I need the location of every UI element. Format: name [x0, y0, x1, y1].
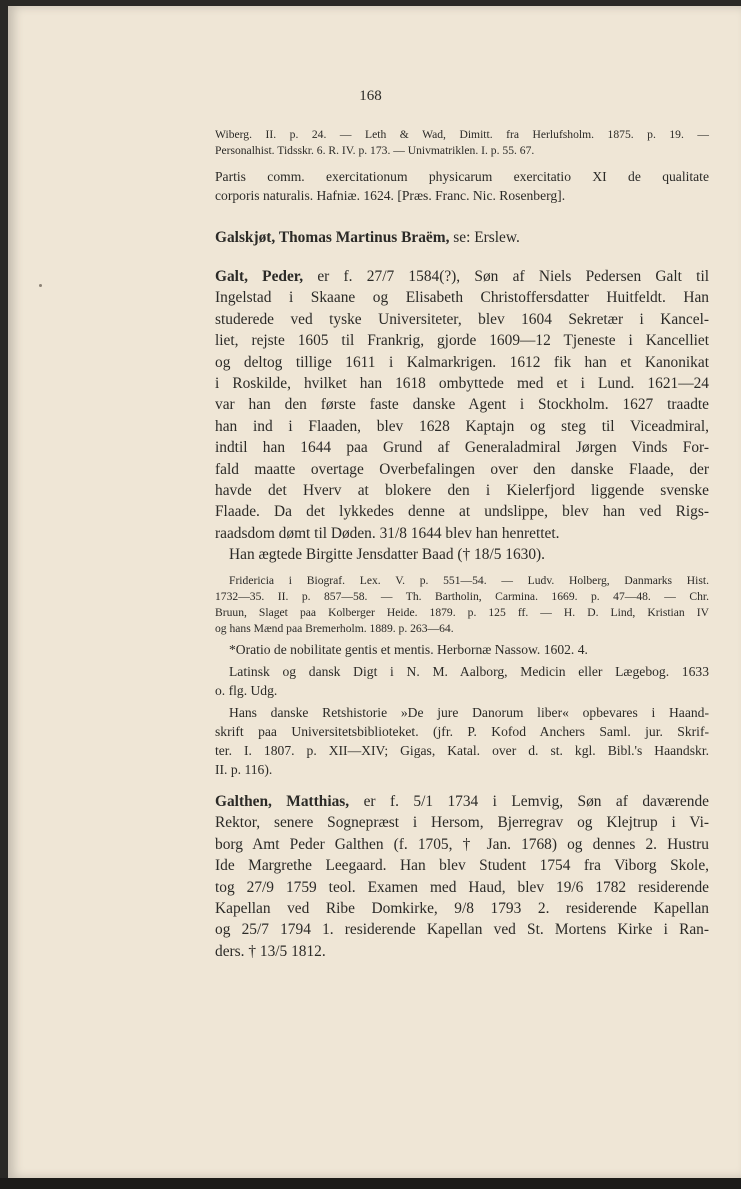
entry-line: Ingelstad i Skaane og Elisabeth Christoffersdatter Huitfeldt. Han: [215, 289, 709, 307]
reference-line: Bruun, Slaget paa Kolberger Heide. 1879. p. 125 ff. — H. D. Lind, Kristian IV: [215, 606, 709, 619]
work-line: corporis naturalis. Hafniæ. 1624. [Præs. Franc. Nic. Rosenberg].: [215, 188, 566, 203]
page-number: 168: [359, 88, 382, 104]
entry-line: fald maatte overtage Overbefalingen over den danske Flaade, der: [215, 460, 709, 478]
entry-line: borg Amt Peder Galthen (f. 1705, † Jan. 1768) og dennes 2. Hustru: [215, 835, 709, 853]
entry-line: Rektor, senere Sognepræst i Hersom, Bjerregrav og Klejtrup i Vi-: [215, 814, 709, 832]
entry-text: er f. 5/1 1734 i Lemvig, Søn af daværende: [349, 793, 709, 810]
entry-line: havde det Hverv at blokere den i Kielerfjord liggende svenske: [215, 482, 709, 500]
reference-line: 1732—35. II. p. 857—58. — Th. Bartholin, Carmina. 1669. p. 47—48. — Chr.: [215, 590, 709, 603]
work-line: Latinsk og dansk Digt i N. M. Aalborg, Medicin eller Lægebog. 1633: [229, 664, 709, 679]
cross-reference: se: Erslew.: [449, 229, 520, 246]
entry-line: var han den første faste danske Agent i Stockholm. 1627 traadte: [215, 396, 709, 414]
entry-galt: [215, 266, 709, 566]
scan-edge: [0, 1178, 741, 1189]
entry-headword: Galthen, Matthias,: [215, 793, 350, 810]
entry-line: og 25/7 1794 1. residerende Kapellan ved St. Mortens Kirke i Ran-: [215, 921, 709, 939]
galt-works: [215, 640, 709, 779]
entry-line: han ind i Flaaden, blev 1628 Kaptajn og steg til Viceadmiral,: [215, 417, 709, 435]
entry-text: er f. 27/7 1584(?), Søn af Niels Pedersen Galt til: [303, 268, 709, 285]
reference-line: Wiberg. II. p. 24. — Leth & Wad, Dimitt. fra Herlufsholm. 1875. p. 19. —: [215, 128, 709, 141]
entry-line: i Roskilde, hvilket han 1618 ombyttede med et i Lund. 1621—24: [215, 375, 709, 393]
work-line: Hans danske Retshistorie »De jure Danorum liber« opbevares i Haand-: [229, 705, 709, 720]
entry-galskjot: [215, 227, 709, 248]
entry-line: studerede ved tyske Universiteter, blev 1604 Sekretær i Kancel-: [215, 310, 709, 328]
entry-line: tog 27/9 1759 teol. Examen med Haud, blev 19/6 1782 residerende: [215, 878, 709, 896]
work-line: II. p. 116).: [215, 762, 273, 777]
entry-line: Ide Margrethe Leegaard. Han blev Student 1754 fra Viborg Skole,: [215, 857, 709, 875]
work-line: skrift paa Universitetsbiblioteket. (jfr. P. Kofod Anchers Saml. jur. Skrif-: [215, 724, 709, 739]
entry-line: raadsdom dømt til Døden. 31/8 1644 blev han henrettet.: [215, 524, 560, 542]
partis-work: [215, 167, 709, 205]
entry-line: og deltog tillige 1611 i Kalmarkrigen. 1612 fik han et Kanonikat: [215, 353, 709, 371]
work-line: ter. I. 1807. p. XII—XIV; Gigas, Katal. over d. st. kgl. Bibl.'s Haandskr.: [215, 743, 709, 758]
entry-galthen: [215, 791, 709, 962]
work-line: o. flg. Udg.: [215, 683, 278, 698]
entry-line: Han ægtede Birgitte Jensdatter Baad († 18/5 1630).: [229, 546, 546, 564]
entry-line: ders. † 13/5 1812.: [215, 942, 326, 960]
reference-line: Personalhist. Tidsskr. 6. R. IV. p. 173. — Univmatriklen. I. p. 55. 67.: [215, 144, 535, 157]
entry-line: indtil han 1644 paa Grund af Generaladmiral Jørgen Vinds For-: [215, 439, 709, 457]
entry-headword: Galskjøt, Thomas Martinus Braëm,: [215, 229, 450, 246]
wiberg-reference: [215, 127, 709, 159]
entry-line: liet, rejste 1605 til Frankrig, gjorde 1609—12 Tjeneste i Kancelliet: [215, 332, 709, 350]
entry-headword: Galt, Peder,: [215, 268, 304, 285]
galt-references: [215, 573, 709, 637]
paper-speck: [39, 284, 42, 287]
reference-line: og hans Mænd paa Bremerholm. 1889. p. 263—64.: [215, 622, 454, 635]
entry-line: Flaade. Da det lykkedes denne at undslippe, blev han ved Rigs-: [215, 503, 709, 521]
entry-line: Kapellan ved Ribe Domkirke, 9/8 1793 2. residerende Kapellan: [215, 900, 709, 918]
reference-line: Fridericia i Biograf. Lex. V. p. 551—54. — Ludv. Holberg, Danmarks Hist.: [229, 574, 709, 587]
work-line: *Oratio de nobilitate gentis et mentis. Herbornæ Nassow. 1602. 4.: [229, 642, 588, 657]
work-line: Partis comm. exercitationum physicarum exercitatio XI de qualitate: [215, 169, 709, 184]
